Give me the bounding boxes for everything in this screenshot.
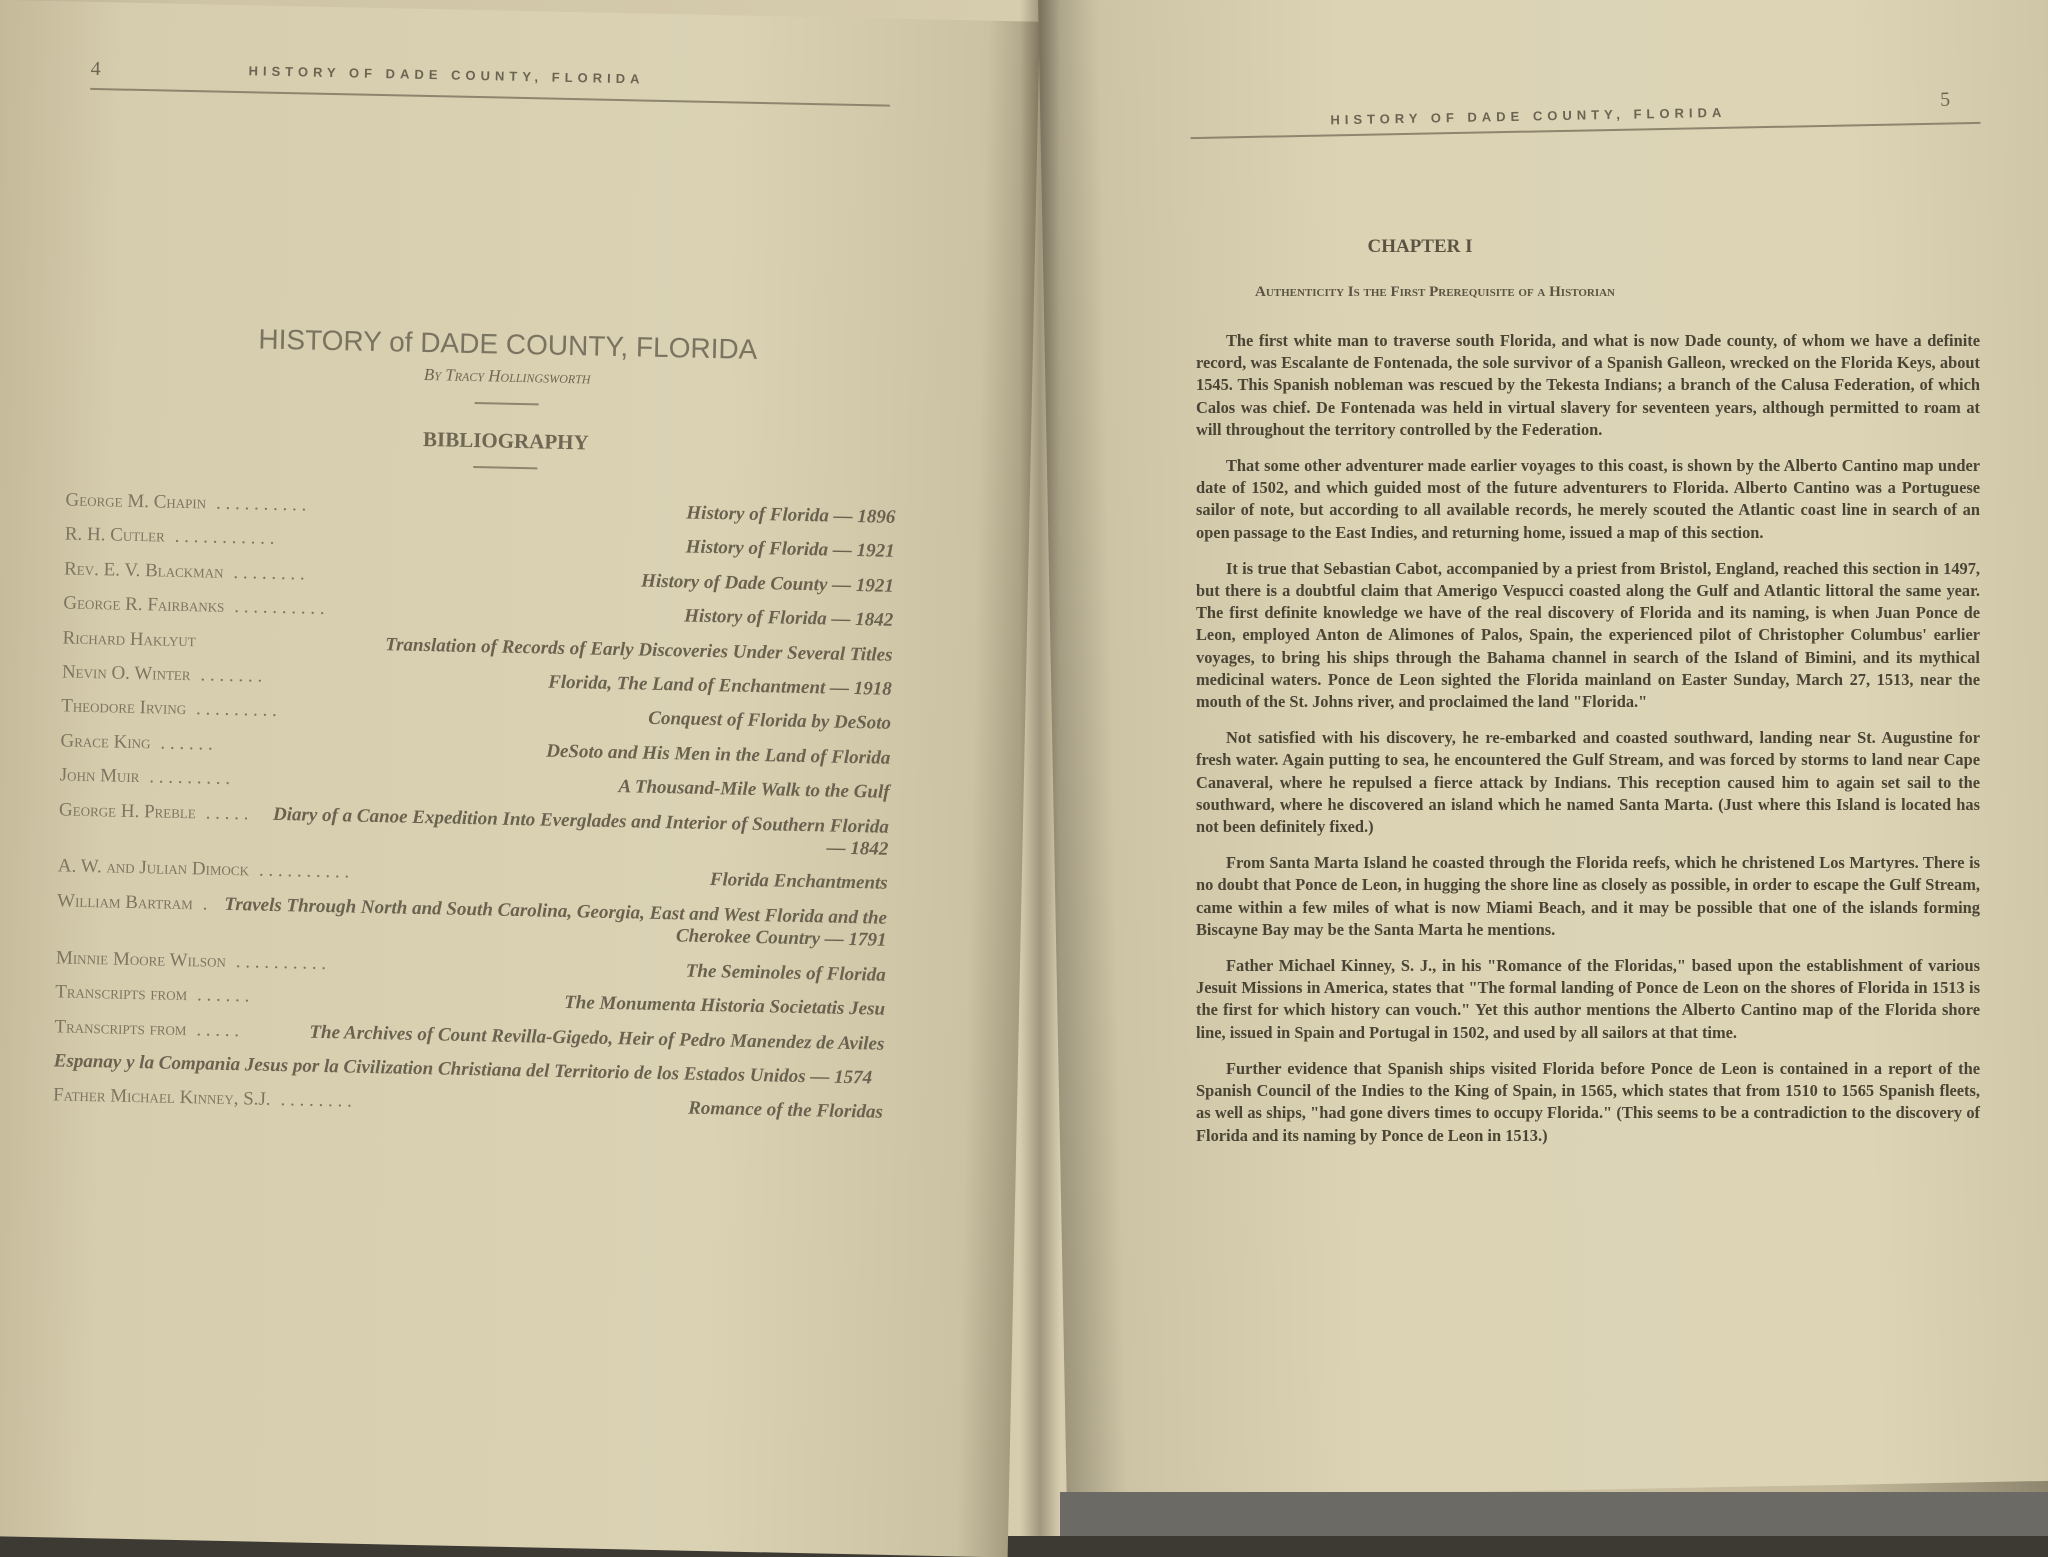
leader-dots: . (202, 893, 208, 915)
paragraph: The first white man to traverse south Florida, and what is now Dade county, of whom we have a definite record, was Escalante de Fontenada, the sole survivor of a Spanish Galleon, wrecked on the Florida Keys, about 1545. This Spanish nobleman was rescued by the Tekesta Indians; a branch of the Calusa Federation, of which Calos was chief. De Fontenada was held in virtual slavery for seventeen years, although permitted to roam at will throughout the territory controlled by the Federation. (1196, 331, 1980, 439)
header-rule (1191, 122, 1981, 139)
bibliography-entry (56, 947, 886, 987)
bibliography-author: Grace King . . . . . . (60, 730, 213, 755)
bibliography-entry (55, 981, 885, 1021)
bibliography-work: History of Florida — 1842 (684, 605, 894, 632)
bibliography-entry (61, 696, 891, 736)
bibliography-author: George R. Fairbanks . . . . . . . . . . (63, 592, 325, 620)
divider (473, 466, 537, 469)
bibliography-work: History of Florida — 1921 (685, 536, 895, 563)
book-gutter (1020, 0, 1060, 1536)
leader-dots: . . . . . . . . . . (215, 492, 307, 516)
bibliography-work: The Monumenta Historia Societatis Jesu (563, 992, 886, 1020)
bibliography-author: Theodore Irving . . . . . . . . . (61, 695, 278, 722)
leader-dots: . . . . . . . (200, 664, 263, 687)
bibliography-work: Florida Enchantments (709, 869, 888, 895)
book-title: HISTORY of DADE COUNTY, FLORIDA (258, 323, 758, 365)
bibliography-entry (56, 890, 887, 952)
bibliography-entry (54, 1050, 884, 1090)
leader-dots: . . . . . . (160, 732, 213, 755)
chapter-subtitle: Authenticity Is the First Prerequisite of a Historian (1254, 284, 1616, 300)
leader-dots: . . . . . . . . (233, 561, 305, 585)
bibliography-author: Nevin O. Winter . . . . . . . (61, 661, 263, 687)
bibliography-author: John Muir . . . . . . . . . (59, 764, 231, 790)
bibliography-author: Father Michael Kinney, S.J. . . . . . . . . (52, 1084, 353, 1112)
bibliography-entry (64, 558, 894, 598)
running-header: HISTORY OF DADE COUNTY, FLORIDA (1330, 104, 1727, 128)
bibliography-work: A Thousand-Mile Walk to the Gulf (618, 776, 890, 804)
bibliography-author: Minnie Moore Wilson . . . . . . . . . . (55, 947, 327, 974)
running-header: HISTORY OF DADE COUNTY, FLORIDA (248, 63, 645, 87)
leader-dots: . . . . . . . . . (149, 766, 231, 790)
paragraph: Not satisfied with his discovery, he re-embarked and coasted southward, landing near St. Augustine for fresh water. Again putting to sea, he encountered the Gulf Stream, and was forced by storms to land near Cape Canaveral, where he repulsed a fierce attack by Indians. This reception caused him to again set sail to the southward, where he discovered an island which he named Santa Marta. (Just where this Island is located has not been definitely fixed.) (1196, 728, 1980, 837)
divider (475, 402, 539, 405)
bibliography-work: The Seminoles of Florida (685, 960, 886, 986)
page-number: 4 (90, 57, 101, 81)
paragraph: It is true that Sebastian Cabot, accompanied by a priest from Bristol, England, reached this section in 1497, but there is a doubtful claim that Amerigo Vespucci coasted along the Gulf and Atlantic littoral the same year. The first definite knowledge we have of the real discovery of Florida and its naming, is when Juan Ponce de Leon, employed Anton de Alimones of Palos, Spain, the experienced pilot of Christopher Columbus' earlier voyages, to bring his ships through the Bahama channel in search of the Island of Bimini, and its mythical medicinal waters. Ponce de Leon sighted the Florida mainland on Easter Sunday, March 27, 1513, near the mouth of the St. Johns river, and proclaimed the land "Florida." (1196, 558, 1980, 712)
paragraph: From Santa Marta Island he coasted through the Florida reefs, which he christened Los Martyres. There is no doubt that Ponce de Leon, in hugging the shore line as closely as possible, in order to escape the Gulf Stream, came within a few miles of what is now Miami Beach, and it may be possible that one of the islands forming Biscayne Bay may be the Santa Marta he mentions. (1196, 853, 1980, 939)
leader-dots: . . . . . . . . . . (234, 596, 325, 620)
bibliography-list (53, 489, 896, 1136)
bibliography-work: DeSoto and His Men in the Land of Florida (546, 740, 891, 769)
bibliography-author: Transcripts from . . . . . (54, 1015, 240, 1041)
bibliography-entry (60, 765, 890, 805)
bibliography-work: History of Florida — 1896 (686, 502, 896, 528)
chapter-heading: CHAPTER I (1367, 236, 1473, 257)
bibliography-author: Transcripts from . . . . . . (55, 981, 250, 1007)
bibliography-heading: BIBLIOGRAPHY (422, 426, 589, 455)
bibliography-entry (54, 1016, 884, 1056)
bibliography-work: Conquest of Florida by DeSoto (648, 708, 892, 735)
bibliography-author: R. H. Cutler . . . . . . . . . . . (64, 523, 275, 550)
bibliography-work: Travels Through North and South Carolina, Georgia, East and West Florida and the Cherokee Country — 1791 (224, 893, 888, 952)
bibliography-work: Florida, The Land of Enchantment — 1918 (547, 671, 892, 700)
bibliography-entry (65, 524, 895, 564)
leader-dots: . . . . . . . . (280, 1089, 353, 1112)
bibliography-author: George M. Chapin . . . . . . . . . . (65, 489, 307, 516)
bibliography-entry (62, 661, 892, 701)
paragraph: Father Michael Kinney, S. J., in his "Romance of the Floridas," based upon the establishment of various Jesuit Missions in America, states that "The formal landing of Ponce de Leon on the shores of Florida in 1513 is the first for which history can vouch." Yet this author mentions the Alberto Cantino map of the Florida shore line, issued in Spain and Portugal in 1502, and used by all sailors at that time. (1196, 956, 1980, 1042)
page-number: 5 (1939, 88, 1951, 111)
author-byline: By Tracy Hollingsworth (423, 364, 591, 388)
leader-dots: . . . . . . . . . . (235, 950, 327, 974)
bibliography-entry (65, 489, 895, 529)
bibliography-work: Romance of the Floridas (687, 1097, 884, 1124)
chapter-body (1196, 330, 1980, 1161)
bibliography-author: William Bartram . (56, 890, 208, 915)
bibliography-work: Diary of a Canoe Expedition Into Everglades and Interior of Southern Florida — 1842 (272, 803, 890, 860)
bibliography-author: Rev. E. V. Blackman . . . . . . . . (63, 558, 305, 585)
header-rule (90, 88, 890, 107)
leader-dots: . . . . . . (196, 984, 250, 1007)
bibliography-work: History of Dade County — 1921 (640, 570, 895, 597)
bibliography-author: George H. Preble . . . . . (58, 799, 249, 825)
bibliography-work: Translation of Records of Early Discoveries Under Several Titles (385, 633, 893, 666)
bibliography-entry (62, 627, 892, 667)
bibliography-author: Richard Haklyut (62, 627, 196, 651)
bibliography-author: A. W. and Julian Dimock . . . . . . . . . . (57, 855, 350, 883)
bibliography-work: Espanay y la Compania Jesus por la Civilization Christiana del Territorio de los Estados Unidos — 1574 (53, 1050, 873, 1089)
bibliography-entry (58, 799, 889, 861)
bibliography-work: The Archives of Count Revilla-Gigedo, Heir of Pedro Manendez de Aviles (309, 1021, 885, 1055)
bibliography-entry (60, 730, 890, 770)
bibliography-entry (63, 593, 893, 633)
leader-dots: . . . . . . . . . . (258, 860, 350, 883)
background-surface (1060, 1492, 2048, 1536)
paragraph: That some other adventurer made earlier voyages to this coast, is shown by the Alberto Cantino map under date of 1502, and which guided most of the future adventurers to Florida. Alberto Cantino was a Portuguese sailor of note, but according to all available records, he merely scouted the Atlantic coast line in search of an open passage to the East Indies, and returning home, issued a map of this section. (1196, 456, 1980, 542)
leader-dots: . . . . . (196, 1018, 240, 1041)
bibliography-entry (53, 1085, 883, 1125)
paragraph: Further evidence that Spanish ships visited Florida before Ponce de Leon is contained in a report of the Spanish Council of the Indies to the King of Spain, in 1565, which states that from 1510 to 1565 Spanish fleets, as well as ships, "had gone divers times to occupy Florida." (This seems to be a contradiction to the discovery of Florida and its naming by Ponce de Leon in 1513.) (1196, 1058, 1980, 1145)
leader-dots: . . . . . . . . . (195, 698, 278, 722)
leader-dots: . . . . . (205, 802, 249, 825)
leader-dots: . . . . . . . . . . . (174, 526, 275, 550)
bibliography-entry (58, 856, 888, 896)
